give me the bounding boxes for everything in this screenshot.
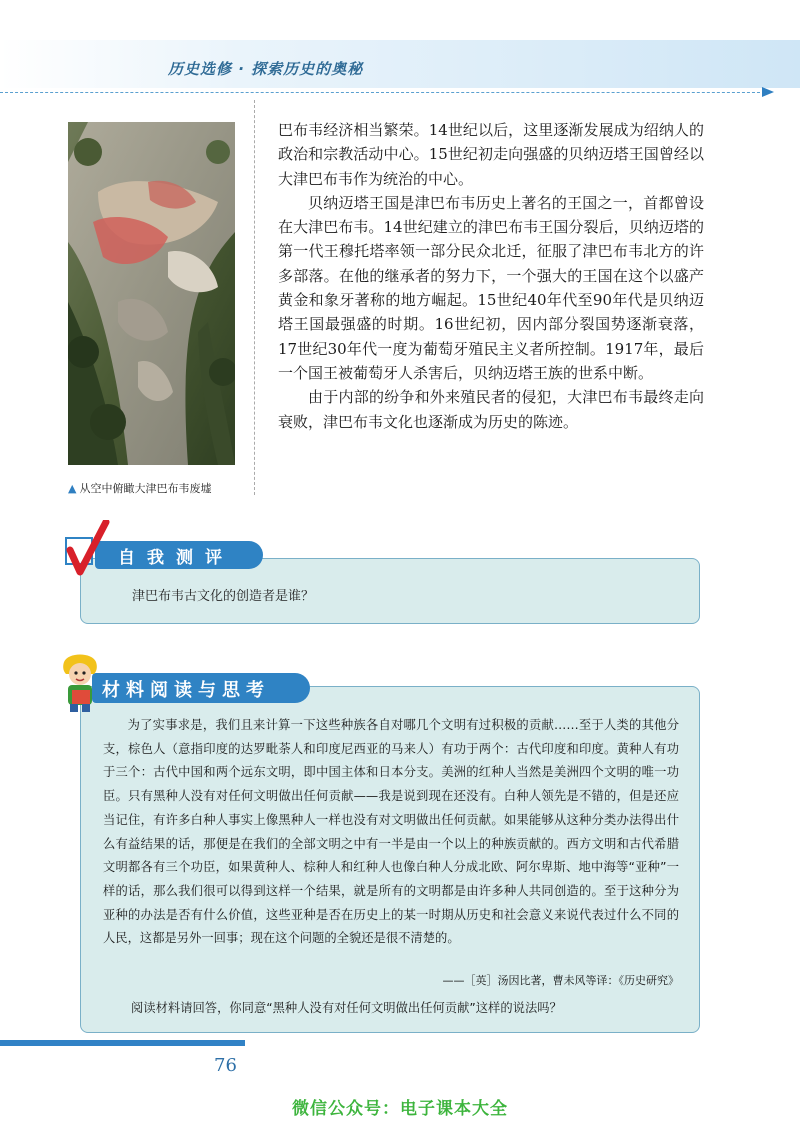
material-reading-title: 材料阅读与思考 — [102, 680, 270, 701]
triangle-icon: ▲ — [68, 482, 77, 495]
self-test-title: 自我测评 — [118, 548, 234, 568]
watermark: 微信公众号：电子课本大全 — [292, 1099, 508, 1119]
header-arrow-icon — [762, 87, 774, 97]
main-article — [278, 118, 704, 434]
footer-bar — [0, 1040, 245, 1046]
material-reading-text — [103, 714, 679, 951]
material-question: 阅读材料请回答，你同意“黑种人没有对任何文明做出任何贡献”这样的说法吗？ — [131, 1001, 562, 1015]
checkmark-icon — [62, 520, 110, 582]
page-number: 76 — [214, 1055, 237, 1076]
book-series-title: 历史选修 · 探索历史的奥秘 — [168, 60, 364, 78]
photo-caption-text: 从空中俯瞰大津巴布韦废墟 — [79, 482, 212, 495]
column-divider — [254, 100, 255, 495]
header-band — [0, 40, 800, 88]
ruins-photo-illustration — [68, 122, 235, 465]
article-paragraph: 由于内部的纷争和外来殖民者的侵犯，大津巴布韦最终走向衰败，津巴布韦文化也逐渐成为历史的陈迹。 — [278, 388, 704, 431]
material-source: ——［英］汤因比著，曹未风等译：《历史研究》 — [442, 974, 679, 987]
self-test-question: 津巴布韦古文化的创造者是谁？ — [132, 589, 315, 604]
ruins-aerial-photo — [68, 122, 235, 465]
article-paragraph: 巴布韦经济相当繁荣。14世纪以后，这里逐渐发展成为绍纳人的政治和宗教活动中心。15世纪初走向强盛的贝纳迈塔王国曾经以大津巴布韦作为统治的中心。 — [278, 121, 704, 188]
photo-caption — [68, 480, 211, 496]
article-paragraph: 贝纳迈塔王国是津巴布韦历史上著名的王国之一，首都曾设在大津巴布韦。14世纪建立的津巴布韦王国分裂后，贝纳迈塔的第一代王穆托塔率领一部分民众北迁，征服了津巴布韦北方的许多部落。在他的继承者的努力下，一个强大的王国在这个以盛产黄金和象牙著称的地方崛起。15世纪40年代至90年代是贝纳迈塔王国最强盛的时期。16世纪初，因内部分裂国势逐渐衰落，17世纪30年代一度为葡萄牙殖民主义者所控制。1917年，最后一个国王被葡萄牙人杀害后，贝纳迈塔王族的世系中断。 — [278, 193, 704, 382]
material-paragraph: 为了实事求是，我们且来计算一下这些种族各自对哪几个文明有过积极的贡献……至于人类的其他分支，棕色人（意指印度的达罗毗荼人和印度尼西亚的马来人）有功于两个：古代印度和印度。黄种人有功于三个：古代中国和两个远东文明，即中国主体和日本分支。美洲的红种人当然是美洲四个文明的唯一功臣。只有黑种人没有对任何文明做出任何贡献——我是说到现在还没有。白种人领先是不错的，但是还应当记住，有许多白种人事实上像黑种人一样也没有对文明做出任何贡献。如果能够从这种分类办法得出什么有益结果的话，那便是在我们的全部文明之中有一半是由一个以上的种族贡献的。西方文明和古代希腊文明都各有三个功臣，如果黄种人、棕种人和红种人也像白种人分成北欧、阿尔卑斯、地中海等“亚种”一样的话，那么我们很可以得到这样一个结果，就是所有的文明都是由许多种人共同创造的。至于这种分为亚种的办法是否有什么价值，这些亚种是否在历史上的某一时期从历史和社会意义来说代表过什么不同的人民，这都是另外一回事；现在这个问题的全貌还是很不清楚的。 — [103, 718, 679, 946]
header-divider — [0, 92, 765, 93]
reading-child-icon — [58, 652, 102, 718]
